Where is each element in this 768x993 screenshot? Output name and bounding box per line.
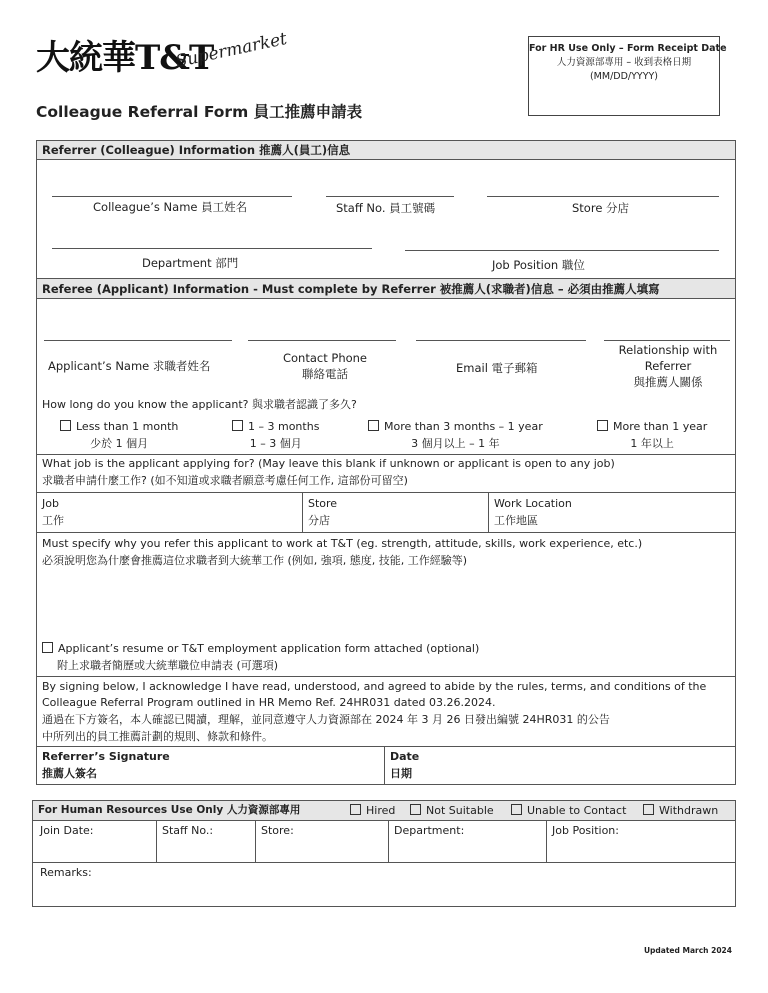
store-applied-field[interactable] [308,495,478,529]
checkbox-icon[interactable] [232,420,243,431]
job-position-label: Job Position 職位 [492,258,585,272]
updated-date: Updated March 2024 [643,946,732,955]
checkbox-icon[interactable] [597,420,608,431]
option-label-zh: 3 個月以上 – 1 年 [411,437,500,450]
staff-no-label: Staff No. 員工號碼 [336,201,436,215]
hr-job-position-field[interactable]: Job Position: [552,824,619,837]
status-unable-to-contact[interactable] [511,802,626,819]
email-field[interactable] [416,340,586,341]
hr-staff-no-field[interactable]: Staff No.: [162,824,214,837]
referrer-section-header: Referrer (Colleague) Information 推薦人(員工)信息 [37,141,735,160]
divider [384,746,385,784]
acknowledgement-zh-1: 通過在下方簽名，本人確認已閱讀，理解，並同意遵守人力資源部在 2024 年 3 月 26 日發出編號 24HR031 的公告 [42,713,610,726]
option-label-en: 1 – 3 months [248,420,320,433]
option-1-3-months[interactable] [232,418,319,452]
hr-box-line1: For HR Use Only – Form Receipt Date [529,43,727,54]
divider [388,820,389,862]
job-field[interactable] [42,495,292,529]
contact-phone-label-zh: 聯絡電話 [302,367,348,381]
department-field[interactable] [52,248,372,249]
option-label-en: Less than 1 month [76,420,179,433]
relationship-field[interactable] [604,340,730,341]
signature-label-zh: 推薦人簽名 [42,767,97,780]
logo-script: Supermarket [173,28,289,72]
store-applied-label-zh: 分店 [308,514,330,527]
applicant-name-field[interactable] [44,340,232,341]
how-long-question: How long do you know the applicant? 與求職者認識了多久? [42,398,357,411]
checkbox-icon[interactable] [60,420,71,431]
signature-label-en: Referrer’s Signature [42,750,170,763]
contact-phone-field[interactable] [248,340,396,341]
hr-receipt-date-box[interactable] [528,36,727,116]
option-label-zh: 1 年以上 [630,437,674,450]
store-field[interactable] [487,196,719,197]
divider [37,746,735,747]
divider [37,492,735,493]
job-question-en: What job is the applicant applying for? (May leave this blank if unknown or applicant is open to any job) [42,457,615,470]
why-refer-textarea[interactable] [42,572,732,634]
checkbox-icon[interactable] [410,804,421,815]
status-label: Unable to Contact [527,804,627,817]
work-location-field[interactable] [494,495,724,529]
option-3-months-1-year[interactable] [368,418,543,452]
divider [255,820,256,862]
divider [33,862,735,863]
why-refer-zh: 必須說明您為什麼會推薦這位求職者到大統華工作 (例如, 強項, 態度, 技能, 工作經驗等) [42,554,468,567]
referee-section-header: Referee (Applicant) Information - Must complete by Referrer 被推薦人(求職者)信息 – 必須由推薦人填寫 [37,278,735,299]
department-label: Department 部門 [142,256,239,270]
checkbox-icon[interactable] [511,804,522,815]
date-label-en: Date [390,750,420,763]
applicant-name-label: Applicant’s Name 求職者姓名 [48,359,211,373]
colleague-name-field[interactable] [52,196,292,197]
date-field[interactable] [390,748,720,782]
checkbox-icon[interactable] [368,420,379,431]
option-more-than-1-year[interactable] [597,418,707,452]
work-location-label-en: Work Location [494,497,572,510]
hr-department-field[interactable]: Department: [394,824,465,837]
store-label: Store 分店 [572,201,630,215]
checkbox-icon[interactable] [42,642,53,653]
divider [156,820,157,862]
contact-phone-label-en: Contact Phone [282,351,368,365]
work-location-label-zh: 工作地區 [494,514,538,527]
option-label-zh: 少於 1 個月 [90,437,149,450]
store-applied-label-en: Store [308,497,338,510]
status-hired[interactable] [350,802,395,819]
option-label-en: More than 1 year [613,420,708,433]
divider [37,676,735,677]
attachment-label-en: Applicant’s resume or T&T employment application form attached (optional) [58,642,480,655]
acknowledgement-en-1: By signing below, I acknowledge I have read, understood, and agreed to abide by the rules, terms, and conditions of the [42,680,707,693]
attachment-checkbox[interactable] [42,640,479,674]
divider [37,532,735,533]
attachment-label-zh: 附上求職者簡歷或大統華職位申請表 (可選項) [57,659,279,672]
divider [488,492,489,532]
signature-field[interactable] [42,748,372,782]
acknowledgement-zh-2: 中所列出的員工推薦計劃的規則、條款和條件。 [42,730,273,743]
job-question-zh: 求職者申請什麼工作? (如不知道或求職者願意考慮任何工作, 這部份可留空) [42,474,408,487]
status-label: Not Suitable [426,804,494,817]
form-title: Colleague Referral Form 員工推薦申請表 [36,103,363,121]
relationship-label [612,342,724,390]
status-withdrawn[interactable] [643,802,718,819]
job-label-zh: 工作 [42,514,64,527]
email-label: Email 電子郵箱 [456,361,538,375]
status-not-suitable[interactable] [410,802,494,819]
checkbox-icon[interactable] [643,804,654,815]
hr-section-header: For Human Resources Use Only 人力資源部專用 [38,804,301,816]
status-label: Withdrawn [659,804,719,817]
hr-store-field[interactable]: Store: [261,824,294,837]
why-refer-en: Must specify why you refer this applicant to work at T&T (eg. strength, attitude, skills, work experience, etc.) [42,537,643,550]
date-label-zh: 日期 [390,767,412,780]
job-position-field[interactable] [405,250,719,251]
option-label-en: More than 3 months – 1 year [384,420,543,433]
join-date-field[interactable]: Join Date: [40,824,94,837]
contact-phone-label [270,350,380,382]
relationship-label-2: Referrer [644,359,692,373]
divider [302,492,303,532]
job-label-en: Job [42,497,59,510]
remarks-field[interactable]: Remarks: [40,866,92,879]
relationship-label-3: 與推薦人關係 [633,375,703,389]
option-less-than-1-month[interactable] [60,418,178,452]
relationship-label-1: Relationship with [618,343,718,357]
option-label-zh: 1 – 3 個月 [249,437,302,450]
acknowledgement-en-2: Colleague Referral Program outlined in HR Memo Ref. 24HR031 dated 03.26.2024. [42,696,496,709]
hr-box-line3: (MM/DD/YYYY) [589,71,659,82]
status-label: Hired [366,804,396,817]
hr-box-line2: 人力資源部專用 – 收到表格日期 [556,57,692,68]
divider [546,820,547,862]
colleague-name-label: Colleague’s Name 員工姓名 [93,200,248,214]
logo-text: 大統華T&T [36,38,214,78]
checkbox-icon[interactable] [350,804,361,815]
staff-no-field[interactable] [326,196,454,197]
